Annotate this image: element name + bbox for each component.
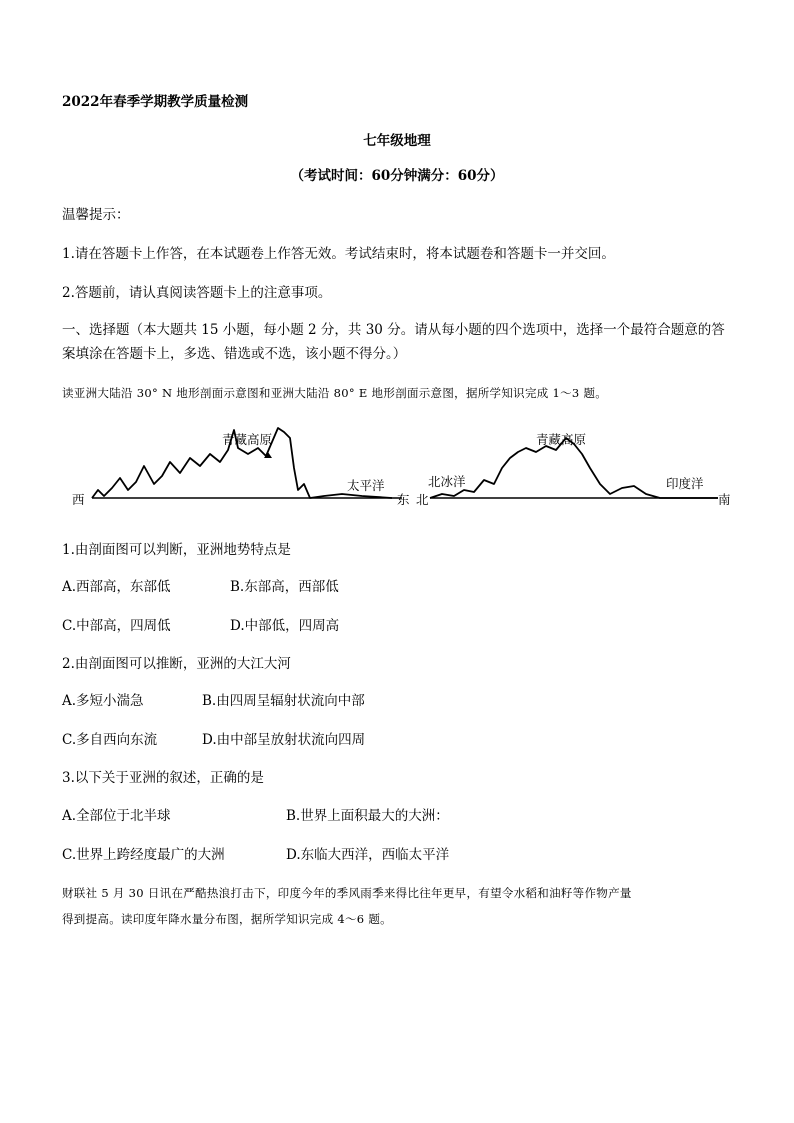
section-intro-line2: 案填涂在答题卡上，多选、错选或不选，该小题不得分。） bbox=[62, 346, 407, 362]
question-3-stem: 3.以下关于亚洲的叙述，正确的是 bbox=[62, 770, 264, 786]
question-1-option-b[interactable]: B.东部高，西部低 bbox=[230, 579, 339, 595]
question-1-option-c[interactable]: C.中部高，四周低 bbox=[62, 618, 171, 634]
passage-1: 读亚洲大陆沿 30° N 地形剖面示意图和亚洲大陆沿 80° E 地形剖面示意图，据所学知识完成 1～3 题。 bbox=[62, 386, 608, 400]
profile-80e bbox=[416, 432, 731, 507]
section-intro-line1: 一、选择题（本大题共 15 小题，每小题 2 分，共 30 分。请从每小题的四个选项中，选择一个最符合题意的答 bbox=[62, 322, 725, 338]
question-2-option-b[interactable]: B.由四周呈辐射状流向中部 bbox=[202, 693, 365, 709]
passage-2-line2: 得到提高。读印度年降水量分布图，据所学知识完成 4～6 题。 bbox=[62, 912, 392, 926]
notice-title: 温馨提示： bbox=[62, 207, 130, 223]
notice-item-2: 2.答题前，请认真阅读答题卡上的注意事项。 bbox=[62, 285, 332, 301]
profile-30n bbox=[72, 428, 410, 507]
question-2-stem: 2.由剖面图可以推断，亚洲的大江大河 bbox=[62, 656, 291, 672]
question-3-option-a[interactable]: A.全部位于北半球 bbox=[62, 808, 171, 824]
direction-east: 东 bbox=[397, 492, 410, 507]
ocean-label-pacific: 太平洋 bbox=[347, 478, 385, 493]
notice-item-1: 1.请在答题卡上作答，在本试题卷上作答无效。考试结束时，将本试题卷和答题卡一并交回。 bbox=[62, 246, 615, 262]
terrain-profile-svg bbox=[62, 418, 738, 518]
question-3-option-d[interactable]: D.东临大西洋，西临太平洋 bbox=[286, 847, 450, 863]
exam-info: （考试时间：60分钟满分：60分） bbox=[290, 168, 504, 184]
ocean-label-indian: 印度洋 bbox=[666, 476, 704, 491]
question-3-option-c[interactable]: C.世界上跨经度最广的大洲 bbox=[62, 847, 225, 863]
question-1-option-a[interactable]: A.西部高，东部低 bbox=[62, 579, 171, 595]
plateau-label-left: 青藏高原 bbox=[222, 432, 273, 447]
terrain-profile-figure bbox=[62, 418, 738, 518]
subject-title: 七年级地理 bbox=[363, 133, 431, 149]
question-2-option-d[interactable]: D.由中部呈放射状流向四周 bbox=[202, 732, 366, 748]
question-1-stem: 1.由剖面图可以判断，亚洲地势特点是 bbox=[62, 542, 291, 558]
question-3-option-b[interactable]: B.世界上面积最大的大洲： bbox=[286, 808, 449, 824]
question-2-option-c[interactable]: C.多自西向东流 bbox=[62, 732, 158, 748]
direction-north: 北 bbox=[416, 492, 429, 507]
ocean-label-arctic: 北冰洋 bbox=[428, 474, 466, 489]
direction-west: 西 bbox=[72, 492, 85, 507]
exam-name: 2022年春季学期教学质量检测 bbox=[62, 94, 249, 110]
direction-south: 南 bbox=[718, 492, 731, 507]
passage-2-line1: 财联社 5 月 30 日讯在严酷热浪打击下，印度今年的季风雨季来得比往年更早，有望令水稻和油籽等作物产量 bbox=[62, 886, 632, 900]
question-1-option-d[interactable]: D.中部低，四周高 bbox=[230, 618, 340, 634]
question-2-option-a[interactable]: A.多短小湍急 bbox=[62, 693, 144, 709]
plateau-label-right: 青藏高原 bbox=[536, 432, 587, 447]
